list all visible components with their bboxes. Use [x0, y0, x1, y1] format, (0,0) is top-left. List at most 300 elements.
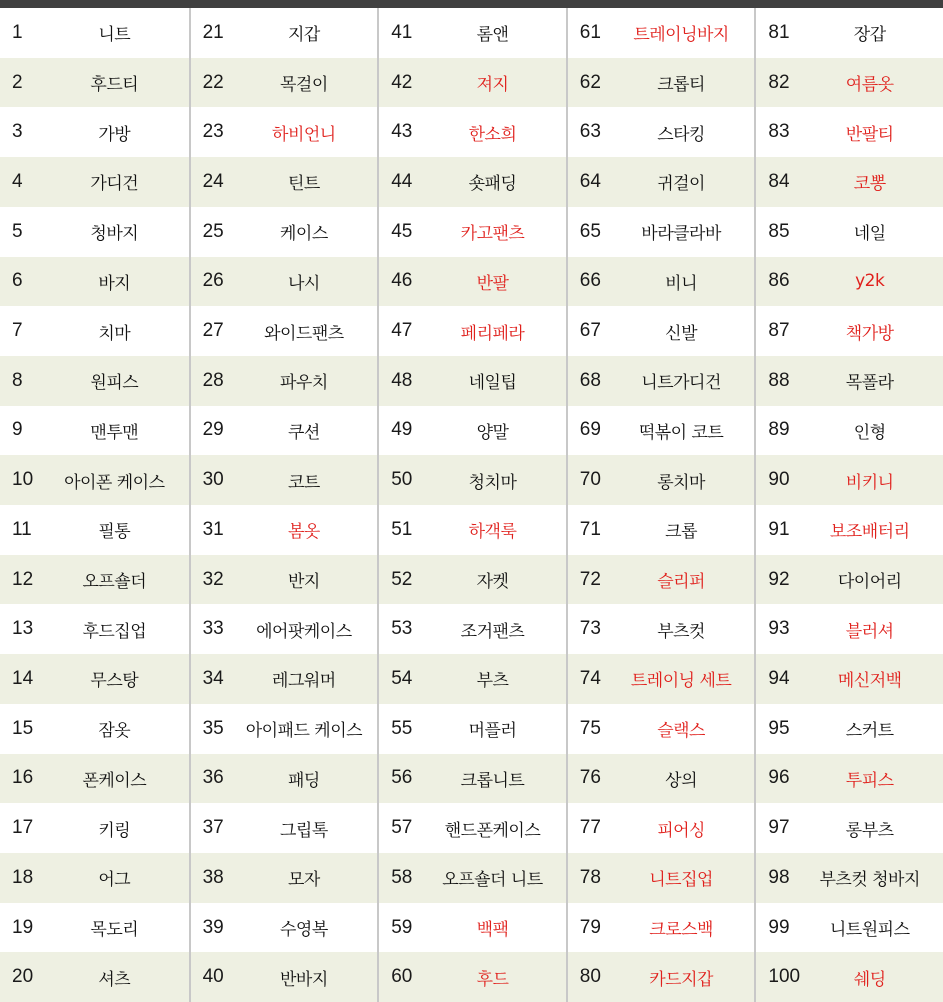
table-row: [756, 107, 943, 157]
rank-number: 2: [12, 71, 23, 93]
rank-number: 94: [768, 667, 790, 689]
table-row: [379, 754, 566, 804]
keyword-label: 스커트: [845, 721, 894, 742]
table-row: [191, 257, 378, 307]
keyword-label: 하비언니: [272, 124, 336, 145]
table-row: [0, 754, 189, 804]
keyword-label: 반팔: [476, 273, 509, 294]
rank-number: 28: [202, 369, 224, 391]
rank-number: 14: [12, 667, 34, 689]
rank-number: 72: [579, 568, 601, 590]
rank-number: 40: [202, 966, 224, 988]
keyword-label: 상의: [665, 770, 698, 791]
keyword-label: 부츠컷 청바지: [819, 870, 920, 891]
table-row: [379, 455, 566, 505]
table-row: [0, 356, 189, 406]
table-row: [756, 505, 943, 555]
table-row: [379, 604, 566, 654]
keyword-label: 조거팬츠: [460, 621, 525, 642]
rank-number: 77: [579, 817, 601, 839]
rank-number: 96: [768, 767, 790, 789]
rank-number: 98: [768, 866, 790, 888]
table-row: [568, 207, 755, 257]
keyword-label: 니트: [98, 25, 131, 46]
rank-number: 5: [12, 220, 23, 242]
table-row: [379, 257, 566, 307]
table-row: [568, 754, 755, 804]
table-row: [379, 555, 566, 605]
keyword-label: 청치마: [468, 472, 517, 493]
keyword-label: 바지: [98, 273, 131, 294]
keyword-label: 니트원피스: [829, 920, 910, 940]
table-row: [191, 754, 378, 804]
table-row: [756, 58, 943, 108]
table-row: [568, 704, 755, 754]
table-row: [568, 356, 755, 406]
table-row: [191, 704, 378, 754]
table-row: [0, 58, 189, 108]
table-row: [379, 107, 566, 157]
rank-number: 6: [12, 270, 23, 292]
rank-number: 61: [579, 21, 601, 43]
table-row: [191, 8, 378, 58]
rank-number: 19: [12, 916, 34, 938]
rank-number: 91: [768, 518, 790, 540]
keyword-label: 크롭: [665, 522, 698, 543]
keyword-label: 피어싱: [657, 820, 705, 841]
keyword-label: 한소희: [468, 124, 517, 145]
table-row: [379, 803, 566, 853]
rank-number: 32: [202, 568, 224, 590]
keyword-label: 부츠컷: [657, 621, 705, 642]
keyword-label: 투피스: [845, 770, 894, 791]
keyword-label: 맨투맨: [90, 422, 139, 443]
keyword-ranking-table: [0, 8, 943, 1002]
keyword-label: 치마: [98, 323, 131, 344]
keyword-label: 셔츠: [98, 969, 131, 990]
table-row: [191, 58, 378, 108]
keyword-label: 크롭니트: [460, 770, 525, 791]
table-row: [191, 604, 378, 654]
table-row: [756, 853, 943, 903]
table-row: [191, 207, 378, 257]
table-row: [0, 952, 189, 1002]
rank-number: 26: [202, 270, 224, 292]
keyword-label: 블러셔: [845, 621, 894, 642]
rank-number: 10: [12, 469, 34, 491]
keyword-label: 코트: [287, 472, 320, 493]
rank-number: 31: [202, 518, 224, 540]
table-row: [379, 157, 566, 207]
keyword-label: 목폴라: [845, 373, 894, 394]
keyword-label: 청바지: [90, 224, 139, 245]
keyword-label: 아이폰 케이스: [64, 472, 165, 493]
keyword-label: 나시: [287, 273, 320, 294]
ranking-column: [0, 8, 189, 1002]
table-row: [756, 654, 943, 704]
table-row: [191, 952, 378, 1002]
rank-number: 60: [391, 966, 413, 988]
keyword-label: 후드집업: [82, 621, 147, 642]
table-row: [379, 58, 566, 108]
keyword-label: 여름옷: [845, 75, 894, 96]
rank-number: 67: [579, 320, 601, 342]
table-row: [379, 406, 566, 456]
table-row: [191, 654, 378, 704]
rank-number: 87: [768, 320, 790, 342]
rank-number: 58: [391, 866, 413, 888]
rank-number: 51: [391, 518, 413, 540]
keyword-label: 키링: [98, 820, 131, 841]
keyword-label: 네일팁: [468, 373, 517, 394]
keyword-label: 머플러: [468, 721, 517, 742]
keyword-label: 롬앤: [476, 25, 509, 46]
rank-number: 24: [202, 170, 224, 192]
keyword-label: 신발: [665, 323, 698, 344]
keyword-label: 바라클라바: [641, 224, 721, 245]
table-row: [379, 356, 566, 406]
keyword-label: 크롭티: [657, 75, 705, 96]
rank-number: 42: [391, 71, 413, 93]
rank-number: 15: [12, 717, 34, 739]
keyword-label: 아이패드 케이스: [245, 721, 363, 742]
keyword-label: 롱치마: [657, 472, 705, 493]
table-row: [379, 903, 566, 953]
table-row: [191, 555, 378, 605]
rank-number: 3: [12, 121, 23, 143]
rank-number: 46: [391, 270, 413, 292]
keyword-label: 와이드팬츠: [264, 323, 344, 344]
rank-number: 9: [12, 419, 23, 441]
table-row: [568, 107, 755, 157]
rank-number: 18: [12, 866, 34, 888]
rank-number: 11: [12, 518, 32, 540]
table-row: [756, 306, 943, 356]
table-row: [756, 604, 943, 654]
rank-number: 34: [202, 667, 224, 689]
keyword-label: 롱부츠: [845, 820, 894, 841]
table-row: [191, 406, 378, 456]
table-row: [191, 107, 378, 157]
rank-number: 63: [579, 121, 601, 143]
table-row: [568, 853, 755, 903]
keyword-label: 반팔티: [845, 124, 894, 145]
keyword-label: 메신저백: [837, 671, 902, 692]
table-row: [191, 505, 378, 555]
keyword-label: 슬랙스: [657, 721, 705, 742]
keyword-label: 그립톡: [280, 820, 328, 841]
rank-number: 75: [579, 717, 601, 739]
ranking-column: [754, 8, 943, 1002]
table-row: [0, 654, 189, 704]
rank-number: 7: [12, 320, 23, 342]
table-row: [379, 8, 566, 58]
keyword-label: 원피스: [90, 373, 139, 394]
keyword-label: 카드지갑: [649, 969, 713, 990]
rank-number: 69: [579, 419, 601, 441]
table-row: [0, 455, 189, 505]
keyword-label: 파우치: [280, 373, 328, 394]
keyword-label: 오프숄더: [82, 572, 147, 593]
rank-number: 90: [768, 469, 790, 491]
table-row: [756, 356, 943, 406]
table-row: [756, 257, 943, 307]
table-row: [568, 257, 755, 307]
keyword-label: 반바지: [280, 969, 328, 990]
rank-number: 97: [768, 817, 790, 839]
rank-number: 4: [12, 170, 23, 192]
keyword-label: 에어팟케이스: [256, 621, 352, 642]
rank-number: 62: [579, 71, 601, 93]
rank-number: 23: [202, 121, 224, 143]
rank-number: 93: [768, 618, 790, 640]
table-row: [0, 157, 189, 207]
table-row: [191, 853, 378, 903]
ranking-column: [189, 8, 378, 1002]
keyword-label: 부츠: [476, 671, 509, 692]
keyword-label: 자켓: [476, 572, 509, 593]
keyword-label: 백팩: [476, 920, 509, 940]
table-row: [568, 58, 755, 108]
table-row: [379, 952, 566, 1002]
table-row: [568, 903, 755, 953]
rank-number: 49: [391, 419, 413, 441]
rank-number: 73: [579, 618, 601, 640]
table-row: [756, 406, 943, 456]
rank-number: 78: [579, 866, 601, 888]
rank-number: 22: [202, 71, 224, 93]
table-row: [379, 505, 566, 555]
rank-number: 100: [768, 966, 801, 988]
keyword-label: 비니: [665, 273, 698, 294]
keyword-label: 쿠션: [287, 422, 320, 443]
table-row: [191, 157, 378, 207]
rank-number: 65: [579, 220, 601, 242]
keyword-label: 하객룩: [468, 522, 517, 543]
keyword-label: 레그워머: [272, 671, 336, 692]
table-row: [756, 555, 943, 605]
rank-number: 20: [12, 966, 34, 988]
keyword-label: 폰케이스: [82, 770, 147, 791]
rank-number: 1: [12, 21, 23, 43]
table-row: [191, 306, 378, 356]
rank-number: 84: [768, 170, 790, 192]
rank-number: 12: [12, 568, 34, 590]
rank-number: 70: [579, 469, 601, 491]
table-row: [756, 157, 943, 207]
rank-number: 83: [768, 121, 790, 143]
table-row: [379, 853, 566, 903]
keyword-label: 인형: [853, 422, 886, 443]
rank-number: 21: [202, 21, 224, 43]
keyword-label: y2k: [855, 271, 885, 292]
table-row: [191, 356, 378, 406]
table-row: [0, 107, 189, 157]
keyword-label: 숏패딩: [468, 174, 517, 195]
rank-number: 8: [12, 369, 23, 391]
table-row: [0, 406, 189, 456]
table-row: [568, 8, 755, 58]
keyword-label: 네일: [853, 224, 886, 245]
rank-number: 85: [768, 220, 790, 242]
rank-number: 79: [579, 916, 601, 938]
rank-number: 89: [768, 419, 790, 441]
rank-number: 39: [202, 916, 224, 938]
rank-number: 45: [391, 220, 413, 242]
rank-number: 64: [579, 170, 601, 192]
rank-number: 59: [391, 916, 413, 938]
table-row: [379, 306, 566, 356]
rank-number: 55: [391, 717, 413, 739]
table-row: [568, 505, 755, 555]
keyword-label: 필통: [98, 522, 131, 543]
table-row: [568, 306, 755, 356]
keyword-label: 양말: [476, 422, 509, 443]
keyword-label: 후드티: [90, 75, 139, 96]
table-row: [0, 207, 189, 257]
table-row: [756, 8, 943, 58]
rank-number: 68: [579, 369, 601, 391]
rank-number: 92: [768, 568, 790, 590]
table-row: [379, 654, 566, 704]
rank-number: 17: [12, 817, 34, 839]
keyword-label: 쉐딩: [853, 969, 886, 990]
keyword-label: 책가방: [845, 323, 894, 344]
table-row: [0, 704, 189, 754]
rank-number: 80: [579, 966, 601, 988]
rank-number: 27: [202, 320, 224, 342]
keyword-label: 스타킹: [657, 124, 705, 145]
keyword-label: 지갑: [287, 25, 320, 46]
table-row: [756, 704, 943, 754]
table-row: [756, 903, 943, 953]
table-row: [0, 604, 189, 654]
keyword-label: 니트집업: [649, 870, 713, 891]
rank-number: 13: [12, 618, 34, 640]
keyword-label: 오프숄더 니트: [442, 870, 543, 891]
table-row: [0, 257, 189, 307]
rank-number: 54: [391, 667, 413, 689]
ranking-column: [566, 8, 755, 1002]
rank-number: 41: [391, 21, 413, 43]
table-row: [756, 952, 943, 1002]
keyword-label: 무스탕: [90, 671, 139, 692]
table-row: [756, 455, 943, 505]
table-row: [568, 406, 755, 456]
table-row: [756, 207, 943, 257]
rank-number: 99: [768, 916, 790, 938]
keyword-label: 모자: [287, 870, 320, 891]
table-row: [0, 505, 189, 555]
rank-number: 25: [202, 220, 224, 242]
table-row: [756, 754, 943, 804]
keyword-label: 트레이닝 세트: [630, 671, 732, 692]
rank-number: 71: [579, 518, 601, 540]
keyword-label: 크로스백: [649, 920, 713, 940]
rank-number: 37: [202, 817, 224, 839]
rank-number: 86: [768, 270, 790, 292]
table-row: [379, 704, 566, 754]
table-row: [568, 803, 755, 853]
table-row: [0, 803, 189, 853]
rank-number: 53: [391, 618, 413, 640]
keyword-label: 케이스: [280, 224, 328, 245]
keyword-label: 비키니: [845, 472, 894, 493]
rank-number: 82: [768, 71, 790, 93]
rank-number: 88: [768, 369, 790, 391]
keyword-label: 슬리퍼: [657, 572, 705, 593]
keyword-label: 후드: [476, 969, 509, 990]
keyword-label: 어그: [98, 870, 131, 891]
rank-number: 43: [391, 121, 413, 143]
table-row: [568, 654, 755, 704]
keyword-label: 다이어리: [837, 572, 902, 593]
rank-number: 35: [202, 717, 224, 739]
rank-number: 81: [768, 21, 790, 43]
rank-number: 57: [391, 817, 413, 839]
table-row: [0, 555, 189, 605]
keyword-label: 트레이닝바지: [633, 25, 729, 46]
rank-number: 52: [391, 568, 413, 590]
keyword-label: 목걸이: [280, 75, 328, 96]
keyword-label: 틴트: [287, 174, 320, 195]
table-row: [191, 455, 378, 505]
table-row: [568, 555, 755, 605]
table-row: [568, 604, 755, 654]
keyword-label: 가디건: [90, 174, 139, 195]
keyword-label: 가방: [98, 124, 131, 145]
rank-number: 95: [768, 717, 790, 739]
rank-number: 47: [391, 320, 413, 342]
rank-number: 66: [579, 270, 601, 292]
table-row: [568, 952, 755, 1002]
keyword-label: 코뽕: [853, 174, 886, 195]
rank-number: 16: [12, 767, 34, 789]
table-row: [568, 455, 755, 505]
rank-number: 50: [391, 469, 413, 491]
keyword-label: 반지: [287, 572, 320, 593]
rank-number: 29: [202, 419, 224, 441]
table-row: [756, 803, 943, 853]
table-row: [568, 157, 755, 207]
keyword-label: 잠옷: [98, 721, 131, 742]
rank-number: 56: [391, 767, 413, 789]
rank-number: 74: [579, 667, 601, 689]
keyword-label: 져지: [476, 75, 509, 96]
rank-number: 30: [202, 469, 224, 491]
keyword-label: 귀걸이: [657, 174, 705, 195]
keyword-label: 장갑: [853, 25, 886, 46]
keyword-label: 핸드폰케이스: [444, 820, 541, 841]
rank-number: 76: [579, 767, 601, 789]
keyword-label: 떡볶이 코트: [638, 422, 724, 443]
keyword-label: 패딩: [287, 770, 320, 791]
table-row: [191, 803, 378, 853]
keyword-label: 니트가디건: [641, 373, 721, 394]
keyword-label: 목도리: [90, 920, 139, 940]
keyword-label: 수영복: [280, 920, 328, 940]
keyword-label: 카고팬츠: [460, 224, 525, 245]
rank-number: 38: [202, 866, 224, 888]
rank-number: 44: [391, 170, 413, 192]
table-row: [0, 306, 189, 356]
top-bar: [0, 0, 943, 8]
rank-number: 33: [202, 618, 224, 640]
ranking-column: [377, 8, 566, 1002]
table-row: [379, 207, 566, 257]
table-row: [0, 8, 189, 58]
rank-number: 48: [391, 369, 413, 391]
